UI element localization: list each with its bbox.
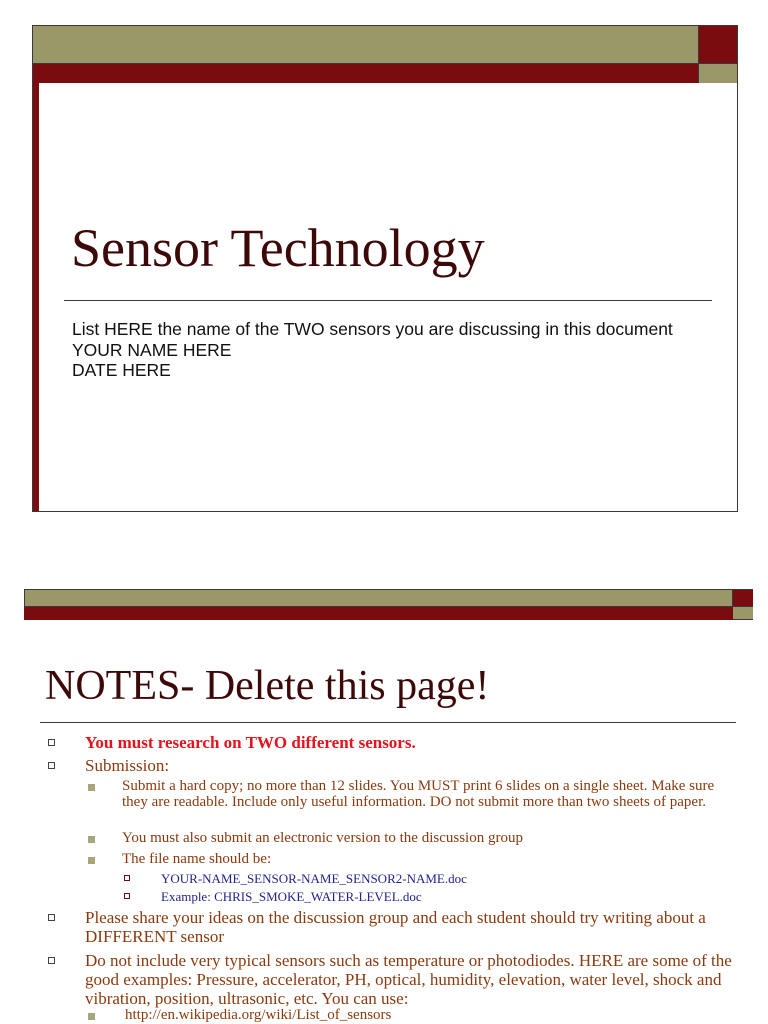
- file-name-text: Example: CHRIS_SMOKE_WATER-LEVEL.doc: [161, 889, 422, 904]
- bullet-text: You must also submit an electronic version to the discussion group: [122, 830, 523, 846]
- header-corner-square-olive: [699, 64, 737, 83]
- filled-square-bullet-icon: [88, 1013, 95, 1020]
- hollow-square-bullet-icon: [124, 875, 130, 881]
- left-accent-bar: [33, 83, 39, 511]
- filled-square-bullet-icon: [88, 784, 95, 791]
- title-divider: [64, 300, 712, 301]
- hollow-square-bullet-icon: [124, 893, 130, 899]
- notes-title-divider: [40, 722, 736, 723]
- subtitle-date-line: DATE HERE: [72, 360, 171, 380]
- notes-header-corner-square-red: [733, 589, 753, 607]
- hollow-square-bullet-icon: [48, 762, 55, 769]
- bullet-text: The file name should be:: [122, 851, 272, 867]
- slide-title: Sensor Technology: [71, 218, 485, 278]
- subtitle-sensors-line: List HERE the name of the TWO sensors you are discussing in this document: [72, 319, 673, 339]
- notes-header-olive-bar: [24, 589, 733, 607]
- filled-square-bullet-icon: [88, 857, 95, 864]
- file-name-text: YOUR-NAME_SENSOR-NAME_SENSOR2-NAME.doc: [161, 871, 467, 886]
- notes-header-corner-square-olive: [733, 607, 753, 620]
- slide-subtitle: [72, 319, 712, 380]
- header-corner-square-red: [699, 26, 737, 64]
- hollow-square-bullet-icon: [48, 739, 55, 746]
- bullet-text: Do not include very typical sensors such as temperature or photodiodes. HERE are some of the good examples: Pressure, accelerator, PH, optical, humidity, elevation, water level, shock and vibration, position, ultrasonic, etc. You can use:: [85, 951, 732, 1008]
- hollow-square-bullet-icon: [48, 957, 55, 964]
- filled-square-bullet-icon: [88, 836, 95, 843]
- header-red-bar: [33, 64, 699, 83]
- notes-title: NOTES- Delete this page!: [45, 663, 490, 709]
- resource-link[interactable]: http://en.wikipedia.org/wiki/List_of_sensors: [125, 1007, 392, 1023]
- header-olive-bar: [33, 26, 699, 64]
- title-slide: [32, 25, 738, 512]
- bullet-text: Please share your ideas on the discussion group and each student should try writing about a DIFFERENT sensor: [85, 908, 706, 946]
- subtitle-name-line: YOUR NAME HERE: [72, 340, 232, 360]
- notes-header-red-bar: [24, 607, 733, 620]
- bullet-text: Submission:: [85, 756, 170, 775]
- bullet-text: You must research on TWO different sensors.: [85, 733, 416, 752]
- hollow-square-bullet-icon: [48, 914, 55, 921]
- bullet-text: Submit a hard copy; no more than 12 slides. You MUST print 6 slides on a single sheet. Make sure they are readable. Include only useful information. DO not submit more than two sheets of paper.: [122, 778, 715, 810]
